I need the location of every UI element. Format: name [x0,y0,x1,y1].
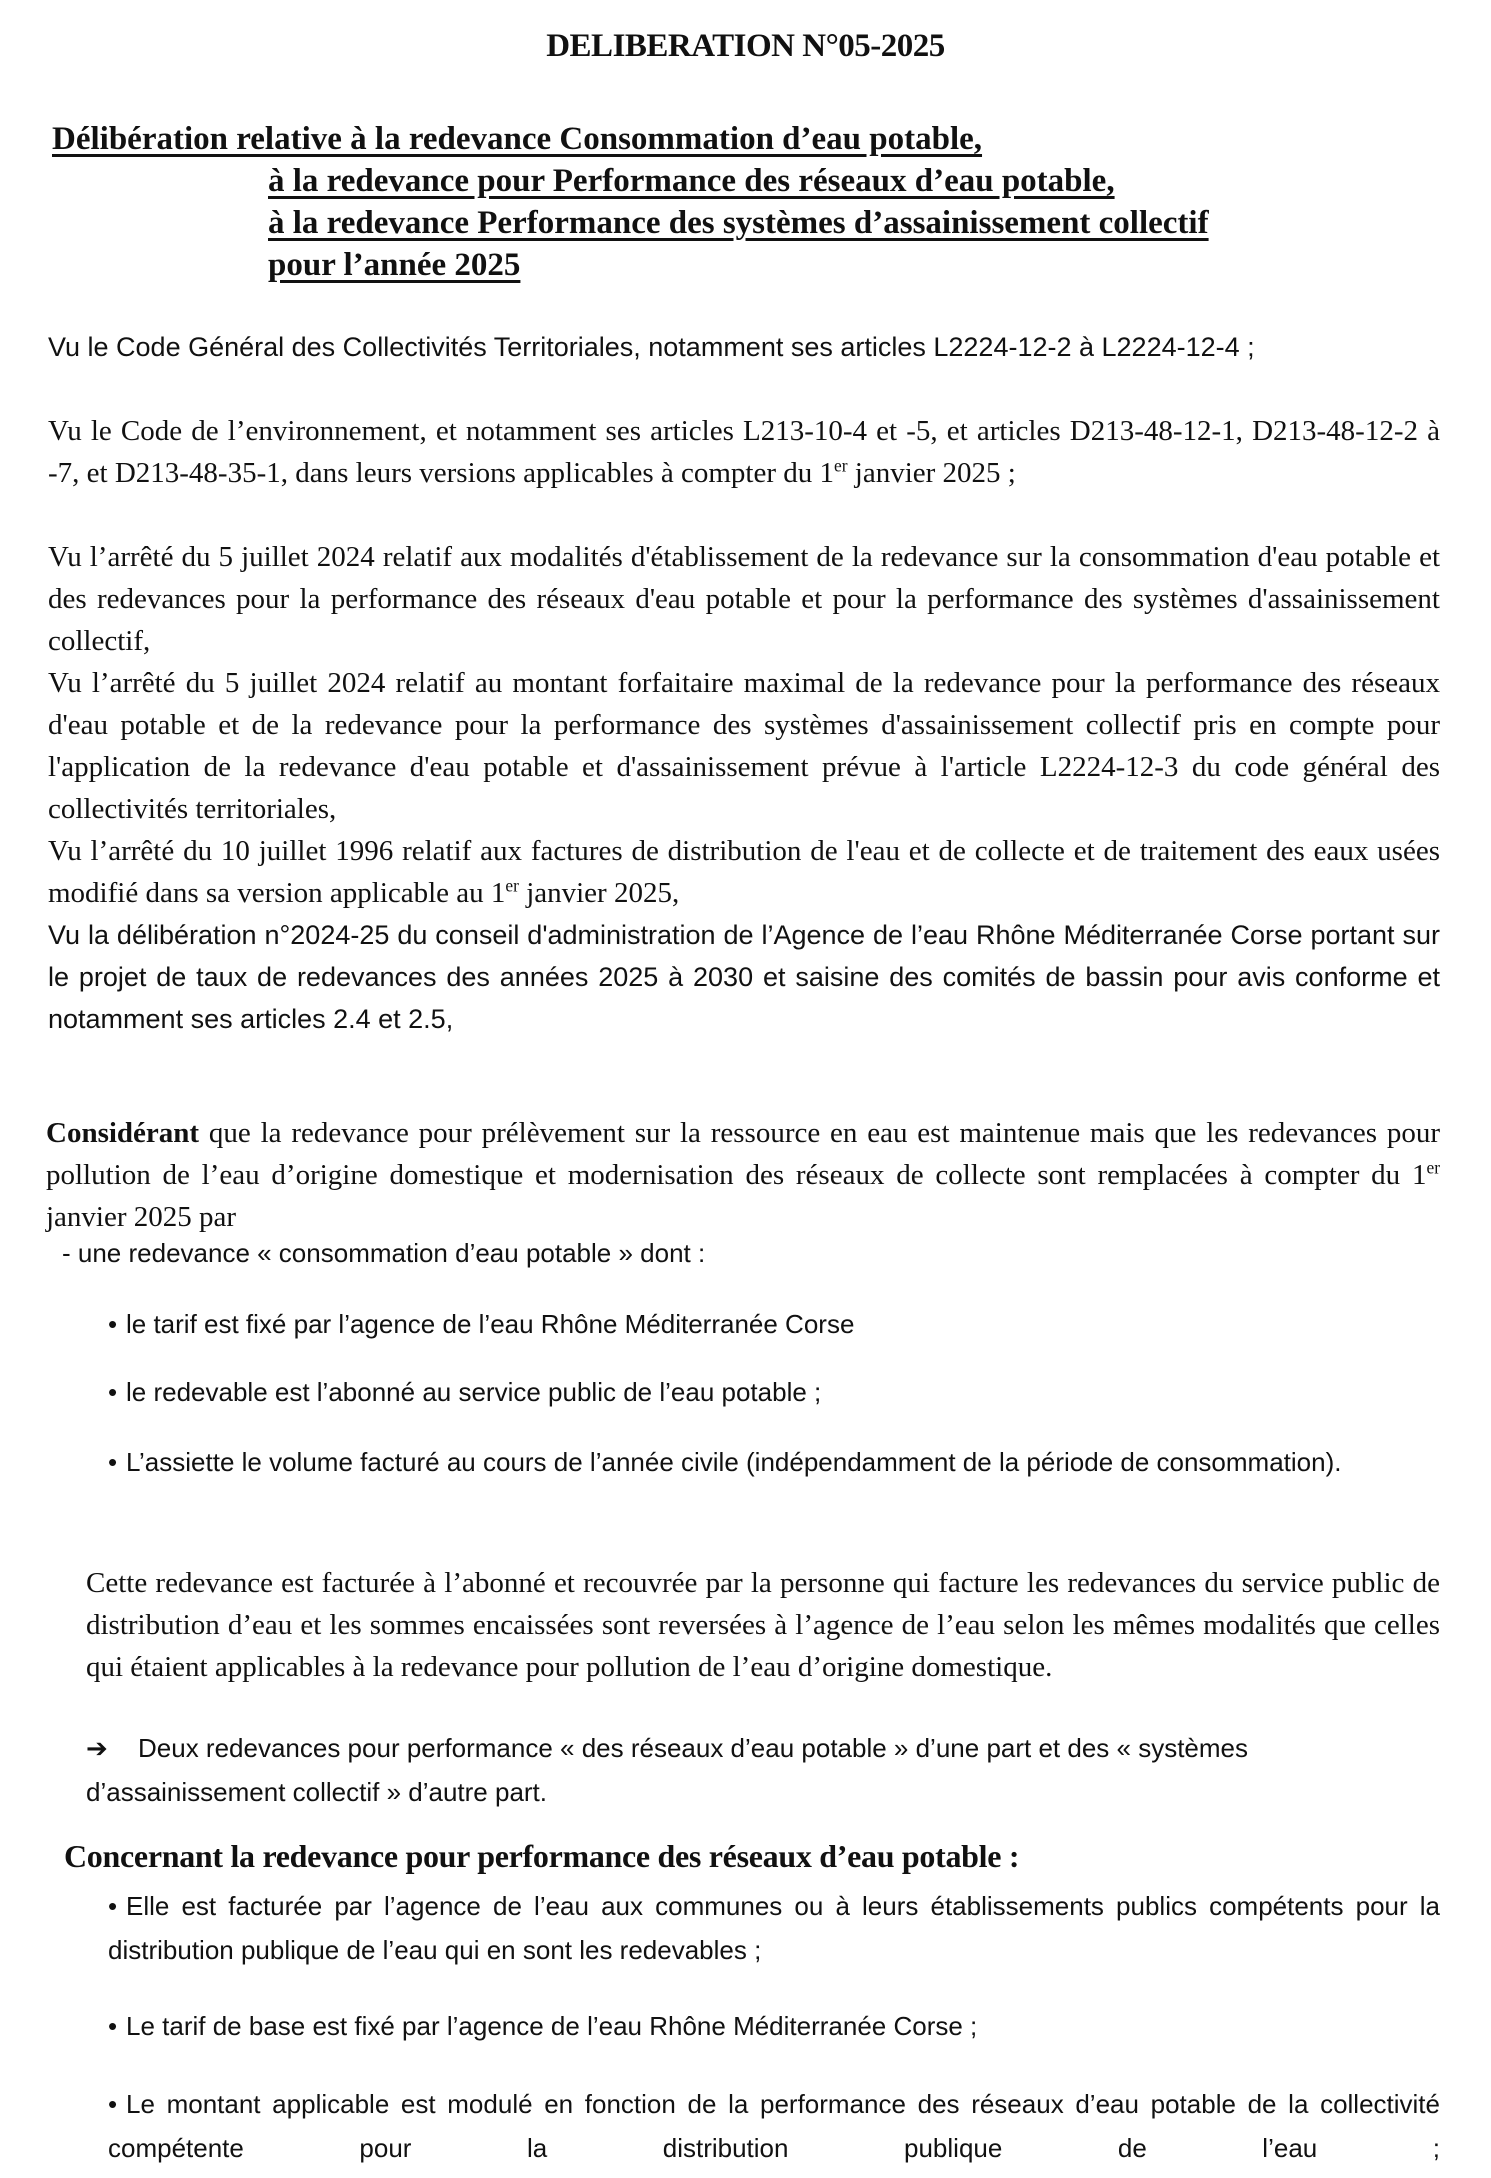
bullet-item [108,2004,1440,2048]
visa-deliberation-agence: Vu la délibération n°2024-25 du conseil d'administration de l’Agence de l’eau Rhône Méditerranée Corse portant sur le projet de taux de redevances des années 2025 à 2030 et saisine des comités de bassin pour avis conforme et notamment ses articles 2.4 et 2.5, [48,920,1440,1034]
document-subject [52,118,1209,286]
bullet-icon: • [108,1377,118,1407]
visa-code-environnement [48,410,1440,494]
visa-text: janvier 2025 ; [847,457,1016,489]
bullet-icon: • [108,2011,118,2041]
visa-text: janvier 2025, [518,877,680,909]
visa-cgct: Vu le Code Général des Collectivités Territoriales, notamment ses articles L2224-12-2 à L2224-12-4 ; [48,332,1255,362]
bullet-item [108,1370,1440,1414]
bullet-text: le redevable est l’abonné au service public de l’eau potable ; [126,1377,822,1407]
bullet-icon: • [108,2089,118,2119]
bullet-text: Elle est facturée par l’agence de l’eau aux communes ou à leurs établissements publics compétents pour la distribution publique de l’eau qui en sont les redevables ; [108,1891,1440,1965]
considerant-text: que la redevance pour prélèvement sur la ressource en eau est maintenue mais que les redevances pour pollution de l’eau d’origine domestique et modernisation des réseaux de collecte sont remplacées à compter du 1 [46,1117,1440,1191]
bullet-text: le tarif est fixé par l’agence de l’eau Rhône Méditerranée Corse [126,1309,855,1339]
subject-line: à la redevance pour Performance des réseaux d’eau potable, [268,163,1115,199]
dash-list-item: - une redevance « consommation d’eau potable » dont : [62,1238,706,1268]
visa-text: Vu l’arrêté du 10 juillet 1996 relatif aux factures de distribution de l'eau et de collecte et de traitement des eaux usées modifié dans sa version applicable au 1 [48,835,1440,909]
arrow-item-text: Deux redevances pour performance « des réseaux d’eau potable » d’une part et des « systèmes d’assainissement collectif » d’autre part. [86,1733,1249,1807]
bullet-item [108,1440,1440,1484]
superscript: er [834,455,848,476]
bullet-text: Le tarif de base est fixé par l’agence de l’eau Rhône Méditerranée Corse ; [126,2011,978,2041]
bullet-item [108,1884,1440,1972]
visa-arrete-factures [48,830,1440,914]
bullet-icon: • [108,1447,118,1477]
section-heading: Concernant la redevance pour performance des réseaux d’eau potable : [64,1838,1020,1874]
considerant-text: janvier 2025 par [46,1201,237,1233]
bullet-icon: • [108,1891,118,1921]
bullet-item [108,1302,1440,1346]
bullet-item [108,2082,1440,2170]
visa-text: Vu le Code de l’environnement, et notamment ses articles L213-10-4 et -5, et articles D213-48-12-1, D213-48-12-2 à -7, et D213-48-35-1, dans leurs versions applicables à compter du 1 [48,415,1440,489]
bullet-icon: • [108,1309,118,1339]
subject-line: pour l’année 2025 [268,247,521,283]
visa-arrete-montant: Vu l’arrêté du 5 juillet 2024 relatif au montant forfaitaire maximal de la redevance pour la performance des réseaux d'eau potable et de la redevance pour la performance des systèmes d'assainissement collectif pris en compte pour l'application de la redevance d'eau potable et d'assainissement prévue à l'article L2224-12-3 du code général des collectivités territoriales, [48,667,1440,825]
redevance-paragraph: Cette redevance est facturée à l’abonné et recouvrée par la personne qui facture les redevances du service public de distribution d’eau et les sommes encaissées sont reversées à l’agence de l’eau selon les mêmes modalités que celles qui étaient applicables à la redevance pour pollution de l’eau d’origine domestique. [86,1567,1440,1683]
superscript: er [1426,1157,1440,1178]
document-title: DELIBERATION N°05-2025 [546,28,945,64]
subject-line: Délibération relative à la redevance Consommation d’eau potable, [52,121,983,157]
bullet-text: Le montant applicable est modulé en fonction de la performance des réseaux d’eau potable de la collectivité compétente pour la distribution publique de l’eau ; [108,2089,1440,2163]
considerant-lead: Considérant [46,1117,200,1149]
superscript: er [505,875,519,896]
visa-arrete-modalites: Vu l’arrêté du 5 juillet 2024 relatif aux modalités d'établissement de la redevance sur la consommation d'eau potable et des redevances pour la performance des réseaux d'eau potable et pour la performance des systèmes d'assainissement collectif, [48,541,1440,657]
arrow-list-item [86,1726,1440,1814]
subject-line: à la redevance Performance des systèmes d’assainissement collectif [268,205,1209,241]
arrow-right-icon: ➔ [86,1733,108,1763]
considerant-paragraph [46,1112,1440,1238]
bullet-text: L’assiette le volume facturé au cours de l’année civile (indépendamment de la période de consommation). [126,1447,1342,1477]
